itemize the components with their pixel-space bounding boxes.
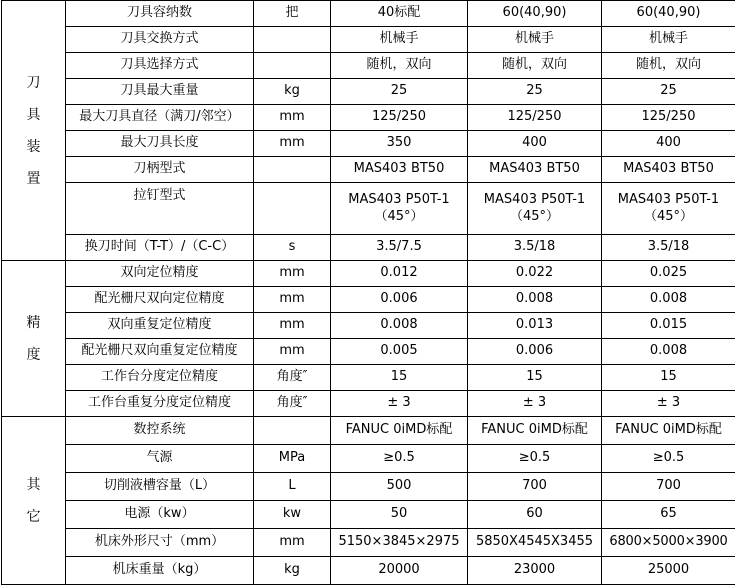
value-cell: FANUC 0iMD标配 (468, 417, 602, 445)
value-cell: 0.006 (468, 339, 602, 365)
unit-cell: L (254, 473, 331, 501)
unit-cell: mm (254, 287, 331, 313)
param-label: 机床外形尺寸（mm） (66, 529, 254, 557)
value-cell: 700 (468, 473, 602, 501)
value-cell: 65 (602, 501, 735, 529)
param-label: 拉钉型式 (66, 183, 254, 235)
param-label: 双向重复定位精度 (66, 313, 254, 339)
value-cell: MAS403 P50T-1（45°） (331, 183, 468, 235)
value-cell: MAS403 BT50 (468, 157, 602, 183)
param-label: 最大刀具长度 (66, 131, 254, 157)
unit-cell (254, 417, 331, 445)
unit-cell: mm (254, 105, 331, 131)
unit-cell: s (254, 235, 331, 261)
unit-cell (254, 157, 331, 183)
param-label: 换刀时间（T-T）/（C-C） (66, 235, 254, 261)
value-cell: 25 (331, 79, 468, 105)
value-cell: 5150×3845×2975 (331, 529, 468, 557)
unit-cell: MPa (254, 445, 331, 473)
unit-cell: mm (254, 313, 331, 339)
section-category-precision (2, 261, 66, 417)
param-label: 工作台重复分度定位精度 (66, 391, 254, 417)
value-cell: ± 3 (331, 391, 468, 417)
value-cell: 400 (602, 131, 735, 157)
value-cell: 50 (331, 501, 468, 529)
param-label: 刀具交换方式 (66, 27, 254, 53)
value-cell: 0.015 (602, 313, 735, 339)
param-label: 刀柄型式 (66, 157, 254, 183)
value-cell: 25000 (602, 557, 735, 585)
value-cell: ≥0.5 (331, 445, 468, 473)
machine-spec-table (1, 0, 735, 585)
param-label: 刀具最大重量 (66, 79, 254, 105)
param-label: 数控系统 (66, 417, 254, 445)
value-cell: 0.008 (602, 339, 735, 365)
value-cell: 0.005 (331, 339, 468, 365)
unit-cell (254, 183, 331, 235)
param-label: 机床重量（kg） (66, 557, 254, 585)
section-category-label: 其它 (26, 476, 41, 525)
value-cell: MAS403 BT50 (331, 157, 468, 183)
value-cell: ≥0.5 (602, 445, 735, 473)
value-cell: 0.008 (468, 287, 602, 313)
value-cell: 60 (468, 501, 602, 529)
value-cell: 随机，双向 (468, 53, 602, 79)
value-cell: 3.5/7.5 (331, 235, 468, 261)
unit-cell: 把 (254, 1, 331, 27)
value-cell: FANUC 0iMD标配 (602, 417, 735, 445)
value-cell: 随机，双向 (602, 53, 735, 79)
value-cell: 3.5/18 (468, 235, 602, 261)
value-cell: ± 3 (602, 391, 735, 417)
value-cell: 25 (602, 79, 735, 105)
unit-cell: kg (254, 557, 331, 585)
value-cell: MAS403 P50T-1（45°） (468, 183, 602, 235)
value-cell: 23000 (468, 557, 602, 585)
unit-cell (254, 27, 331, 53)
value-cell: 700 (602, 473, 735, 501)
param-label: 配光栅尺双向定位精度 (66, 287, 254, 313)
value-cell: ≥0.5 (468, 445, 602, 473)
value-cell: 0.008 (602, 287, 735, 313)
value-cell: 0.025 (602, 261, 735, 287)
value-cell: 机械手 (468, 27, 602, 53)
value-cell: FANUC 0iMD标配 (331, 417, 468, 445)
value-cell: 机械手 (331, 27, 468, 53)
value-cell: ± 3 (468, 391, 602, 417)
value-cell: 5850X4545X3455 (468, 529, 602, 557)
param-label: 刀具容纳数 (66, 1, 254, 27)
unit-cell (254, 53, 331, 79)
unit-cell: mm (254, 529, 331, 557)
value-cell: 125/250 (468, 105, 602, 131)
param-label: 刀具选择方式 (66, 53, 254, 79)
param-label: 配光栅尺双向重复定位精度 (66, 339, 254, 365)
param-label: 双向定位精度 (66, 261, 254, 287)
value-cell: 0.022 (468, 261, 602, 287)
value-cell: 125/250 (331, 105, 468, 131)
section-category-other (2, 417, 66, 585)
value-cell: MAS403 P50T-1（45°） (602, 183, 735, 235)
value-cell: 0.012 (331, 261, 468, 287)
section-category-label: 精度 (26, 314, 41, 363)
value-cell: 0.006 (331, 287, 468, 313)
value-cell: 随机，双向 (331, 53, 468, 79)
param-label: 切削液槽容量（L） (66, 473, 254, 501)
unit-cell: 角度″ (254, 391, 331, 417)
value-cell: 40标配 (331, 1, 468, 27)
value-cell: MAS403 BT50 (602, 157, 735, 183)
unit-cell: mm (254, 261, 331, 287)
value-cell: 60(40,90) (602, 1, 735, 27)
unit-cell: kw (254, 501, 331, 529)
value-cell: 机械手 (602, 27, 735, 53)
value-cell: 20000 (331, 557, 468, 585)
param-label: 工作台分度定位精度 (66, 365, 254, 391)
section-category-tool-device (2, 1, 66, 261)
unit-cell: mm (254, 131, 331, 157)
value-cell: 15 (331, 365, 468, 391)
value-cell: 15 (602, 365, 735, 391)
value-cell: 0.013 (468, 313, 602, 339)
param-label: 最大刀具直径（满刀/邻空） (66, 105, 254, 131)
value-cell: 25 (468, 79, 602, 105)
value-cell: 350 (331, 131, 468, 157)
value-cell: 3.5/18 (602, 235, 735, 261)
value-cell: 0.008 (331, 313, 468, 339)
value-cell: 60(40,90) (468, 1, 602, 27)
value-cell: 15 (468, 365, 602, 391)
unit-cell: mm (254, 339, 331, 365)
section-category-label: 刀具装置 (26, 74, 41, 187)
unit-cell: 角度″ (254, 365, 331, 391)
param-label: 电源（kw） (66, 501, 254, 529)
param-label: 气源 (66, 445, 254, 473)
value-cell: 6800×5000×3900 (602, 529, 735, 557)
value-cell: 400 (468, 131, 602, 157)
unit-cell: kg (254, 79, 331, 105)
value-cell: 500 (331, 473, 468, 501)
value-cell: 125/250 (602, 105, 735, 131)
